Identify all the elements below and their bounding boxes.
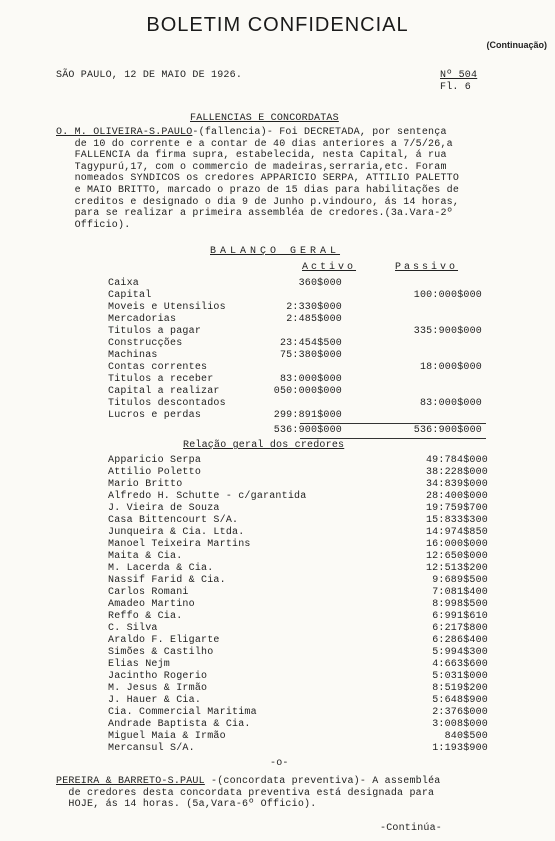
creditor-name: Manoel Teixeira Martins [108, 539, 251, 550]
creditors-title: Relação geral dos credores [183, 440, 345, 451]
balanco-row-label: Mercadorias [108, 314, 177, 325]
total-rule [300, 423, 486, 424]
balanco-row-label: Contas correntes [108, 362, 208, 373]
sheet-number: Fl. 6 [440, 82, 472, 93]
total-passivo: 536:900$000 [413, 425, 482, 436]
creditor-name: J. Vieira de Souza [108, 503, 220, 514]
second-paragraph [56, 776, 440, 811]
paragraph-line: e MAIO BRITTO, marcado o prazo de 15 dias para habilitações de [56, 184, 460, 196]
creditor-amount: 15:833$300 [425, 515, 488, 526]
balanco-row-label: Machinas [108, 350, 158, 361]
creditor-name: M. Lacerda & Cia. [108, 563, 214, 574]
creditor-name: Mario Britto [108, 479, 183, 490]
separator: -o- [270, 758, 289, 769]
activo-header: Activo [302, 262, 357, 273]
creditor-amount: 14:974$850 [425, 527, 488, 538]
balanco-title: BALANÇO GERAL [210, 246, 341, 257]
passivo-header: Passivo [395, 262, 459, 273]
balanco-activo-value: 83:000$000 [279, 374, 342, 385]
balanco-row-label: Capital a realizar [108, 386, 220, 397]
creditor-name: M. Jesus & Irmão [108, 683, 208, 694]
paragraph-line: Tagypurú,17, com o commercio de madeiras,serraria,etc. Foram [56, 161, 447, 173]
balanco-row-label: Lucros e perdas [108, 410, 202, 421]
bulletin-number: Nº 504 [440, 70, 478, 81]
paragraph-line: para se realizar a primeira assembléa de credores.(3a.Vara-2º [56, 208, 453, 220]
balanco-activo-value: 2:485$000 [286, 314, 342, 325]
creditor-amount: 28:400$000 [425, 491, 488, 502]
balanco-activo-value: 23:454$500 [279, 338, 342, 349]
creditor-amount: 6:286$400 [432, 635, 488, 646]
balanco-row-label: Moveis e Utensilios [108, 302, 226, 313]
creditor-amount: 34:839$000 [425, 479, 488, 490]
balanco-activo-value: 050:000$000 [273, 386, 342, 397]
second-company-name: PEREIRA & BARRETO-S.PAUL [56, 776, 205, 787]
paragraph-line: creditos e designado o dia 9 de Junho p.vindouro, ás 14 horas, [56, 196, 460, 208]
creditor-amount: 6:217$800 [432, 623, 488, 634]
creditor-name: Amadeo Martino [108, 599, 195, 610]
creditor-name: Carlos Romani [108, 587, 189, 598]
creditor-amount: 8:998$500 [432, 599, 488, 610]
paragraph-line: nomeados SYNDICOS os credores APPARICIO SERPA, ATTILIO PALETTO [56, 173, 460, 185]
creditor-name: Mercansul S/A. [108, 743, 195, 754]
balanco-passivo-value: 335:900$000 [413, 326, 482, 337]
balanco-passivo-value: 83:000$000 [419, 398, 482, 409]
paragraph-line: HOJE, ás 14 horas. (5a,Vara-6º Officio). [56, 799, 317, 811]
creditor-amount: 5:031$000 [432, 671, 488, 682]
balanco-activo-value: 2:330$000 [286, 302, 342, 313]
creditor-name: Miguel Maia & Irmão [108, 731, 226, 742]
balanco-row-label: Titulos a pagar [108, 326, 202, 337]
creditor-amount: 19:759$700 [425, 503, 488, 514]
creditor-amount: 5:994$300 [432, 647, 488, 658]
main-paragraph [56, 127, 459, 231]
continuation-label: (Continuação) [486, 40, 547, 50]
balanco-activo-value: 360$000 [298, 278, 342, 289]
creditor-name: Maita & Cia. [108, 551, 183, 562]
balanco-passivo-value: 100:000$000 [413, 290, 482, 301]
creditor-name: Jacintho Rogerio [108, 671, 208, 682]
creditor-name: J. Hauer & Cia. [108, 695, 202, 706]
paragraph-line: de 10 do corrente e a contar de 40 dias anteriores a 7/5/26,a [56, 138, 453, 150]
creditor-amount: 6:991$610 [432, 611, 488, 622]
creditor-amount: 8:519$200 [432, 683, 488, 694]
creditor-amount: 5:648$900 [432, 695, 488, 706]
balanco-row-label: Caixa [108, 278, 140, 289]
balanco-row-label: Construcções [108, 338, 183, 349]
creditor-name: Elias Nejm [108, 659, 171, 670]
paragraph-line: -(concordata preventiva)- A assembléa [204, 776, 441, 787]
paragraph-line: de credores desta concordata preventiva está designada para [56, 787, 435, 799]
creditor-name: Casa Bittencourt S/A. [108, 515, 239, 526]
dateline: SÃO PAULO, 12 DE MAIO DE 1926. [56, 70, 243, 81]
creditor-amount: 12:513$200 [425, 563, 488, 574]
creditor-name: Nassif Farid & Cia. [108, 575, 226, 586]
creditor-name: C. Silva [108, 623, 158, 634]
creditor-amount: 3:008$000 [432, 719, 488, 730]
continua-label: -Continúa- [380, 823, 443, 834]
creditor-amount: 49:784$000 [425, 455, 488, 466]
total-activo: 536:900$000 [273, 425, 342, 436]
creditor-amount: 2:376$000 [432, 707, 488, 718]
creditor-amount: 4:663$600 [432, 659, 488, 670]
balanco-activo-value: 75:380$000 [279, 350, 342, 361]
creditor-amount: 9:689$500 [432, 575, 488, 586]
creditor-amount: 38:228$000 [425, 467, 488, 478]
creditor-name: Andrade Baptista & Cia. [108, 719, 251, 730]
balanco-activo-value: 299:891$000 [273, 410, 342, 421]
balanco-row-label: Titulos a receber [108, 374, 214, 385]
creditor-name: Araldo F. Eligarte [108, 635, 220, 646]
creditor-amount: 1:193$900 [432, 743, 488, 754]
creditor-amount: 12:650$000 [425, 551, 488, 562]
balanco-row-label: Capital [108, 290, 152, 301]
paragraph-line: FALLENCIA da firma supra, estabelecida, nesta Capital, á rua [56, 150, 447, 162]
creditor-name: Reffo & Cia. [108, 611, 183, 622]
creditor-name: Cia. Commercial Maritima [108, 707, 257, 718]
creditor-amount: 840$500 [444, 731, 488, 742]
page-title: BOLETIM CONFIDENCIAL [146, 14, 409, 36]
section-title: FALLENCIAS E CONCORDATAS [190, 113, 339, 124]
creditor-amount: 16:000$000 [425, 539, 488, 550]
creditor-name: Apparicio Serpa [108, 455, 202, 466]
creditor-name: Alfredo H. Schutte - c/garantida [108, 491, 307, 502]
balanco-passivo-value: 18:000$000 [419, 362, 482, 373]
creditor-name: Junqueira & Cia. Ltda. [108, 527, 245, 538]
balanco-row-label: Titulos descontados [108, 398, 226, 409]
reference-box [440, 70, 477, 94]
total-double-rule [300, 438, 486, 439]
paragraph-line: -(fallencia)- Foi DECRETADA, por sentença [192, 127, 447, 138]
creditor-name: Simões & Castilho [108, 647, 214, 658]
creditor-name: Attilio Poletto [108, 467, 202, 478]
paragraph-line: Officio). [56, 219, 131, 231]
company-name: O. M. OLIVEIRA-S.PAULO [56, 127, 193, 138]
creditor-amount: 7:081$400 [432, 587, 488, 598]
